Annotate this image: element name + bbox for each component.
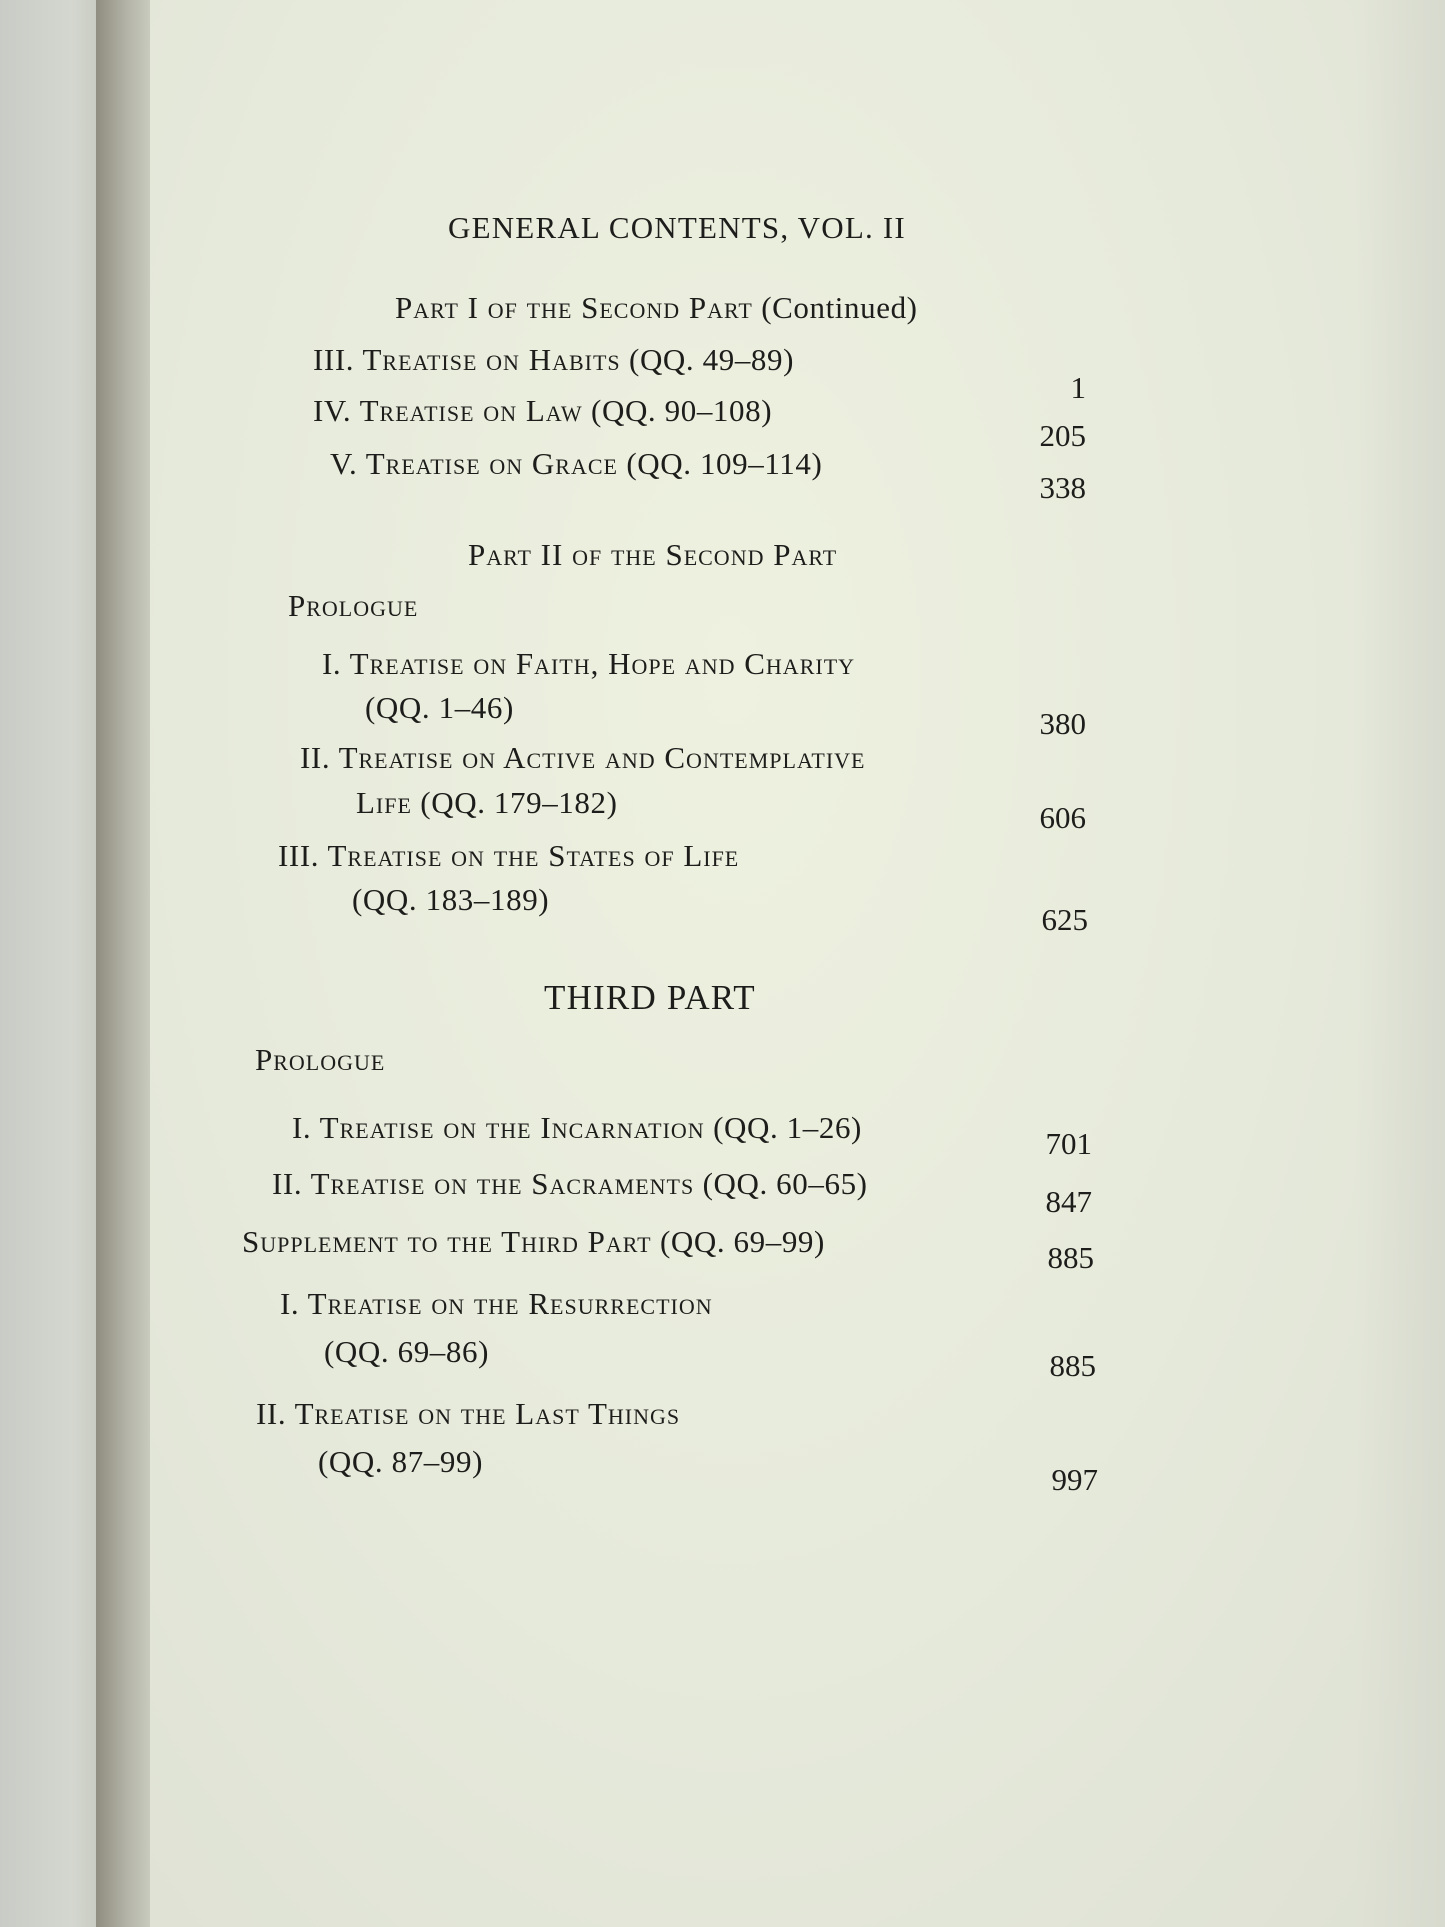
entry-numeral: III. bbox=[278, 838, 320, 873]
entry-page-number: 701 bbox=[1045, 1126, 1092, 1161]
entry-questions: (QQ. 87–99) bbox=[318, 1444, 484, 1479]
toc-entry[interactable] bbox=[272, 1166, 868, 1202]
entry-title-line2: Life bbox=[356, 785, 412, 820]
prologue-label: Prologue bbox=[255, 1042, 386, 1077]
section-heading-third-part: THIRD PART bbox=[544, 978, 756, 1017]
entry-numeral: I. bbox=[322, 646, 342, 681]
toc-entry[interactable] bbox=[300, 740, 865, 776]
entry-page-number: 885 bbox=[1049, 1348, 1096, 1383]
section-heading-note: (Continued) bbox=[761, 290, 918, 325]
entry-page-number: 606 bbox=[1039, 800, 1086, 835]
section-heading-part1-second bbox=[395, 290, 918, 326]
entry-questions: (QQ. 49–89) bbox=[629, 342, 795, 377]
toc-entry[interactable] bbox=[322, 646, 855, 682]
entry-questions: (QQ. 109–114) bbox=[626, 446, 823, 481]
entry-title: Treatise on Active and Contemplative bbox=[338, 740, 866, 775]
toc-entry[interactable] bbox=[280, 1286, 713, 1322]
entry-title-continuation bbox=[356, 785, 618, 821]
entry-title: Treatise on the States of Life bbox=[327, 838, 740, 873]
entry-numeral: V. bbox=[330, 446, 358, 481]
entry-page-number: 885 bbox=[1047, 1240, 1094, 1275]
entry-title: Treatise on the Incarnation bbox=[319, 1110, 705, 1145]
entry-title: Treatise on Faith, Hope and Charity bbox=[349, 646, 856, 681]
toc-entry[interactable] bbox=[313, 393, 772, 429]
entry-numeral: II. bbox=[256, 1396, 287, 1431]
entry-questions: (QQ. 1–26) bbox=[713, 1110, 862, 1145]
entry-title: Treatise on Law bbox=[359, 393, 583, 428]
entry-title: Treatise on the Sacraments bbox=[310, 1166, 695, 1201]
entry-numeral: I. bbox=[280, 1286, 300, 1321]
entry-title: Supplement to the Third Part bbox=[242, 1224, 652, 1259]
entry-questions: (QQ. 90–108) bbox=[591, 393, 773, 428]
toc-entry[interactable] bbox=[278, 838, 739, 874]
entry-numeral: IV. bbox=[313, 393, 352, 428]
entry-page-number: 625 bbox=[1041, 902, 1088, 937]
entry-questions: (QQ. 60–65) bbox=[702, 1166, 868, 1201]
entry-title: Treatise on Grace bbox=[365, 446, 618, 481]
entry-questions: (QQ. 69–99) bbox=[659, 1224, 825, 1259]
page-title: GENERAL CONTENTS, VOL. II bbox=[448, 210, 906, 245]
entry-numeral: II. bbox=[300, 740, 331, 775]
entry-numeral: III. bbox=[313, 342, 355, 377]
entry-questions: (QQ. 179–182) bbox=[420, 785, 618, 820]
entry-page-number: 205 bbox=[1039, 418, 1086, 453]
entry-title: Treatise on the Resurrection bbox=[307, 1286, 713, 1321]
prologue-label: Prologue bbox=[288, 588, 419, 623]
toc-entry[interactable] bbox=[313, 342, 794, 378]
entry-numeral: I. bbox=[292, 1110, 312, 1145]
toc-entry-supplement[interactable] bbox=[242, 1224, 825, 1260]
entry-page-number: 338 bbox=[1039, 470, 1086, 505]
entry-page-number: 997 bbox=[1051, 1462, 1098, 1497]
toc-entry[interactable] bbox=[292, 1110, 862, 1146]
entry-page-number: 847 bbox=[1045, 1184, 1092, 1219]
entry-title: Treatise on the Last Things bbox=[294, 1396, 681, 1431]
section-heading-part2-second: Part II of the Second Part bbox=[468, 537, 838, 572]
entry-page-number: 1 bbox=[1070, 370, 1086, 405]
entry-numeral: II. bbox=[272, 1166, 303, 1201]
entry-title: Treatise on Habits bbox=[362, 342, 621, 377]
entry-page-number: 380 bbox=[1039, 706, 1086, 741]
toc-entry[interactable] bbox=[330, 446, 822, 482]
entry-questions: (QQ. 1–46) bbox=[365, 690, 514, 725]
section-heading-text: Part I of the Second Part bbox=[395, 290, 753, 325]
toc-entry[interactable] bbox=[256, 1396, 680, 1432]
entry-questions: (QQ. 183–189) bbox=[352, 882, 550, 917]
entry-questions: (QQ. 69–86) bbox=[324, 1334, 490, 1369]
